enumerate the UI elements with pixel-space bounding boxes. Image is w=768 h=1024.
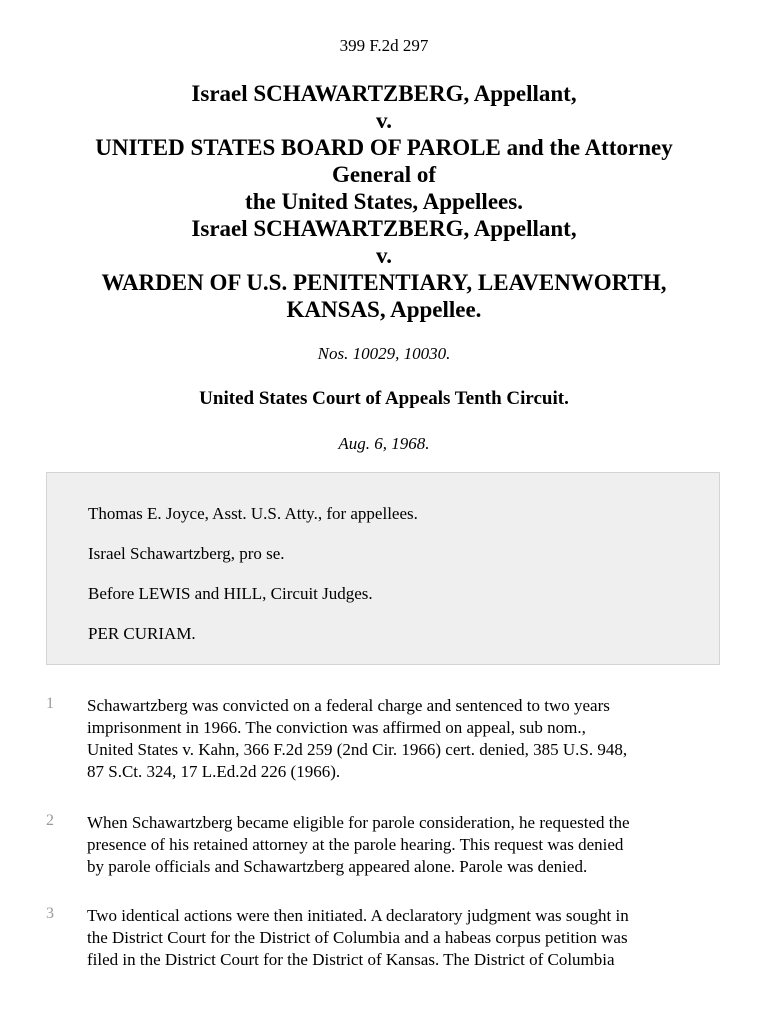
court-name: United States Court of Appeals Tenth Circuit. (199, 388, 569, 409)
judges-line: Before LEWIS and HILL, Circuit Judges. (88, 584, 373, 603)
caption-line: Israel SCHAWARTZBERG, Appellant, (191, 81, 577, 106)
case-citation: 399 F.2d 297 (339, 36, 429, 55)
caption-line: v. (376, 243, 392, 268)
caption-line: v. (376, 108, 392, 133)
case-caption (40, 80, 728, 323)
paragraph-text (87, 905, 737, 971)
paragraph-number: 2 (46, 812, 54, 829)
paragraph-line: United States v. Kahn, 366 F.2d 259 (2nd Cir. 1966) cert. denied, 385 U.S. 948, (87, 740, 628, 759)
paragraph-number: 3 (46, 905, 54, 922)
caption-line: the United States, Appellees. (245, 189, 523, 214)
paragraph-line: 87 S.Ct. 324, 17 L.Ed.2d 226 (1966). (87, 762, 341, 781)
caption-line: Israel SCHAWARTZBERG, Appellant, (191, 216, 577, 241)
paragraph-line: Two identical actions were then initiated. A declaratory judgment was sought in (87, 906, 629, 925)
paragraph-line: the District Court for the District of Columbia and a habeas corpus petition was (87, 928, 628, 947)
counsel-box (46, 472, 720, 665)
paragraph-line: filed in the District Court for the District of Kansas. The District of Columbia (87, 950, 615, 969)
paragraph-line: When Schawartzberg became eligible for parole consideration, he requested the (87, 813, 630, 832)
paragraph-line: Schawartzberg was convicted on a federal charge and sentenced to two years (87, 696, 610, 715)
paragraph-line: presence of his retained attorney at the parole hearing. This request was denied (87, 835, 624, 854)
paragraph-line: imprisonment in 1966. The conviction was affirmed on appeal, sub nom., (87, 718, 586, 737)
caption-line: UNITED STATES BOARD OF PAROLE and the Attorney (95, 135, 673, 160)
per-curiam: PER CURIAM. (88, 624, 196, 643)
decision-date: Aug. 6, 1968. (338, 434, 430, 453)
caption-line: WARDEN OF U.S. PENITENTIARY, LEAVENWORTH, (101, 270, 667, 295)
paragraph-text (87, 812, 737, 878)
paragraph-line: by parole officials and Schawartzberg appeared alone. Parole was denied. (87, 857, 588, 876)
docket-numbers: Nos. 10029, 10030. (317, 344, 451, 363)
paragraph-text (87, 695, 737, 783)
appellant-counsel: Israel Schawartzberg, pro se. (88, 544, 285, 563)
paragraph-number: 1 (46, 695, 54, 712)
caption-line: General of (331, 162, 437, 187)
caption-line: KANSAS, Appellee. (286, 297, 482, 322)
appellees-counsel: Thomas E. Joyce, Asst. U.S. Atty., for appellees. (88, 504, 418, 523)
